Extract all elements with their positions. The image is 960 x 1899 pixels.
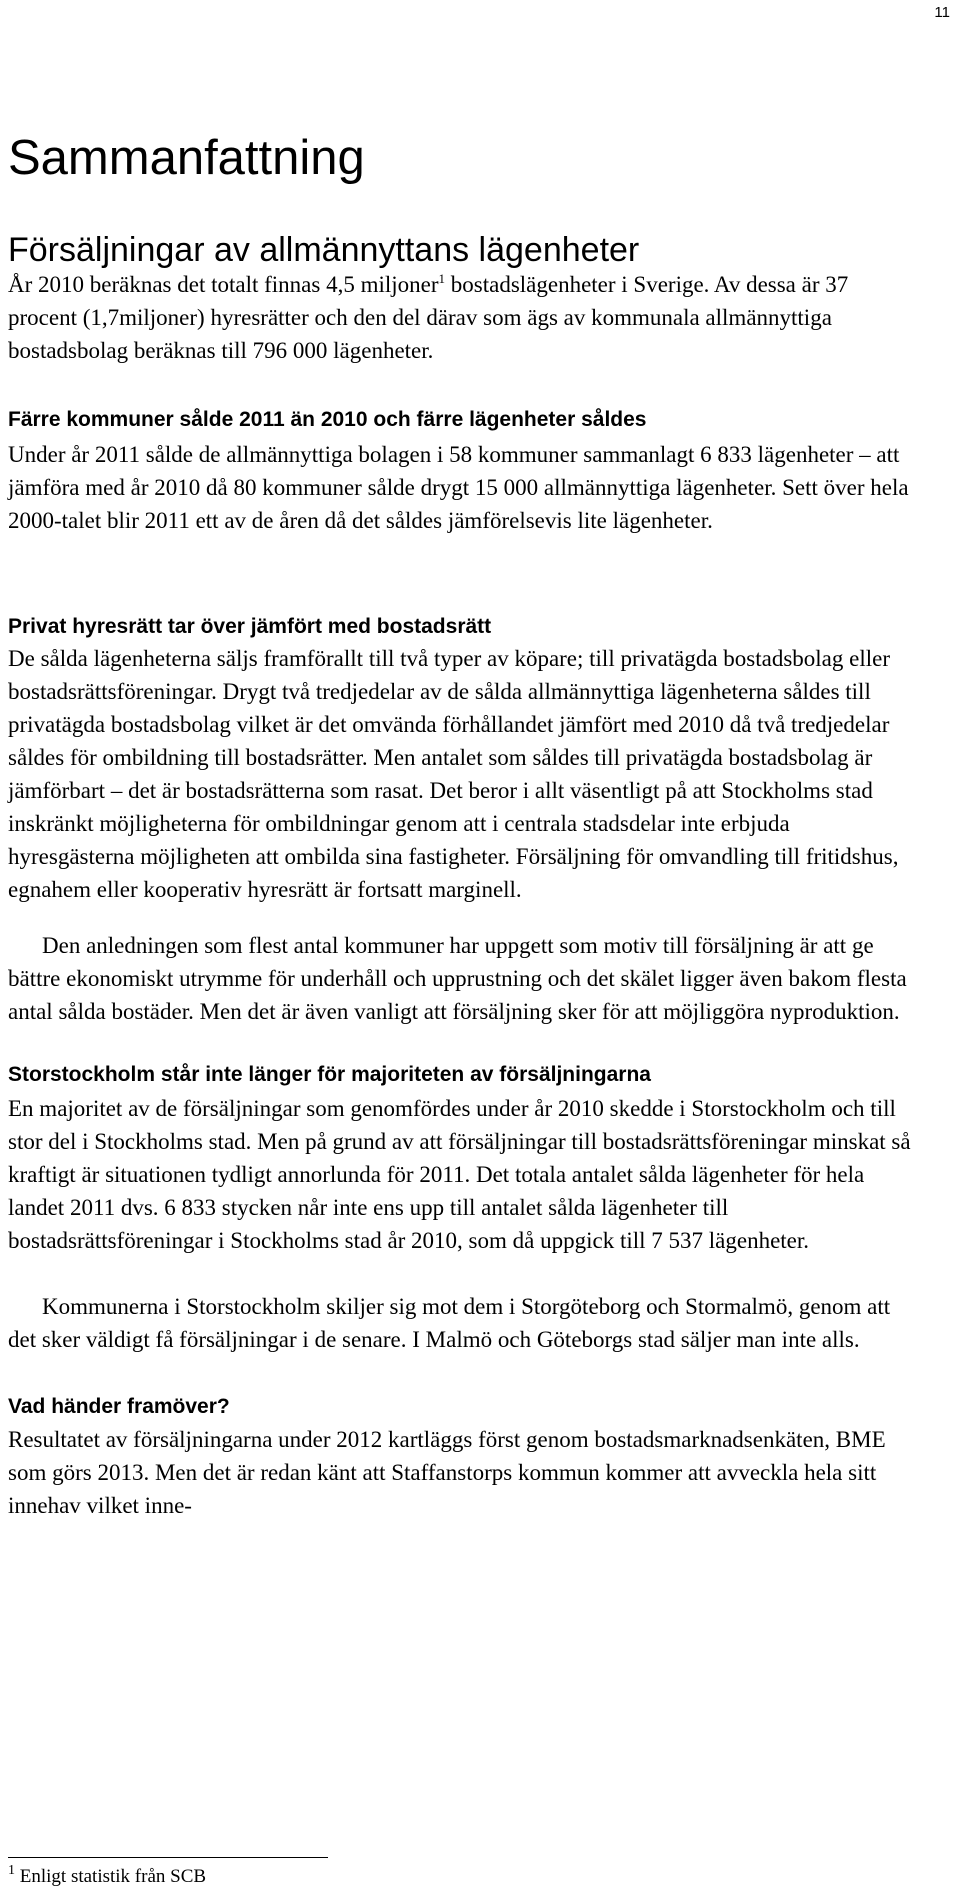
paragraph-stockholm-2: Kommunerna i Storstockholm skiljer sig mot dem i Storgöteborg och Stormalmö, genom att det sker väldigt få försäljningar i de senare. I Malmö och Göteborgs stad säljer man inte alls. [8,1294,891,1352]
subsection-heading-buyers: Privat hyresrätt tar över jämfört med bostadsrätt [8,615,492,638]
subsection-heading-sales: Färre kommuner sålde 2011 än 2010 och färre lägenheter såldes [8,408,647,431]
footnote-reference: 1 [438,271,446,286]
page-title: Sammanfattning [8,131,365,185]
footnote-number: 1 [8,1863,15,1878]
section-heading: Försäljningar av allmännyttans lägenheter [8,231,640,269]
paragraph-buyers-1: De sålda lägenheterna säljs framförallt till två typer av köpare; till privatägda bostadsbolag eller bostadsrättsföreningar. Drygt två tredjedelar av de sålda allmännyttiga lägenheterna såldes till privatägda bostadsbolag vilket är det omvända förhållandet jämfört med 2010 då två tredjedelar såldes för ombildning till bostadsrätter. Men antalet som såldes till privatägda bostadsbolag är jämförbart – det är bostadsrätterna som rasat. Det beror i allt väsentligt på att Stockholms stad inskränkt möjligheterna för ombildningar genom att i centrala stadsdelar inte erbjuda hyresgästerna möjligheten att ombilda sina fastigheter. Försäljning för omvandling till fritidshus, egnahem eller kooperativ hyresrätt är fortsatt marginell. [8,646,899,902]
footnote-text: Enligt statistik från SCB [19,1866,207,1887]
paragraph-stockholm-1: En majoritet av de försäljningar som genomfördes under år 2010 skedde i Storstockholm och till stor del i Stockholms stad. Men på grund av att försäljningar till bostadsrättsföreningar minskat så kraftigt är situationen tydligt annorlunda för 2011. Det totala antalet sålda lägenheter för hela landet 2011 dvs. 6 833 stycken når inte ens upp till antalet sålda lägenheter till bostadsrättsföreningar i Stockholms stad år 2010, som då uppgick till 7 537 lägenheter. [8,1096,911,1253]
intro-paragraph [8,268,918,367]
paragraph-sales: Under år 2011 sålde de allmännyttiga bolagen i 58 kommuner sammanlagt 6 833 lägenheter – att jämföra med år 2010 då 80 kommuner sålde drygt 15 000 allmännyttiga lägenheter. Sett över hela 2000-talet blir 2011 ett av de åren då det såldes jämförelsevis lite lägenheter. [8,442,909,533]
intro-text-after-note: bostadslägenheter i Sverige. Av dessa är 37 procent (1,7miljoner) hyresrätter och den del därav som ägs av kommunala allmännyttiga bostadsbolag beräknas till 796 000 lägenheter. [8,272,849,363]
footnote [8,1864,206,1890]
intro-text-before-note: År 2010 beräknas det totalt finnas 4,5 miljoner [8,272,439,297]
footnote-separator [8,1857,328,1858]
page-number: 11 [934,4,950,21]
subsection-heading-future: Vad händer framöver? [8,1395,230,1418]
paragraph-future: Resultatet av försäljningarna under 2012 kartläggs först genom bostadsmarknadsenkäten, BME som görs 2013. Men det är redan känt att Staffanstorps kommun kommer att avveckla hela sitt innehav vilket inne- [8,1427,886,1518]
paragraph-buyers-2: Den anledningen som flest antal kommuner har uppgett som motiv till försäljning är att ge bättre ekonomiskt utrymme för underhåll och upprustning och det skälet ligger även bakom flesta antal sålda bostäder. Men det är även vanligt att försäljning sker för att möjliggöra nyproduktion. [8,933,907,1024]
subsection-heading-stockholm: Storstockholm står inte länger för majoriteten av försäljningarna [8,1063,651,1086]
